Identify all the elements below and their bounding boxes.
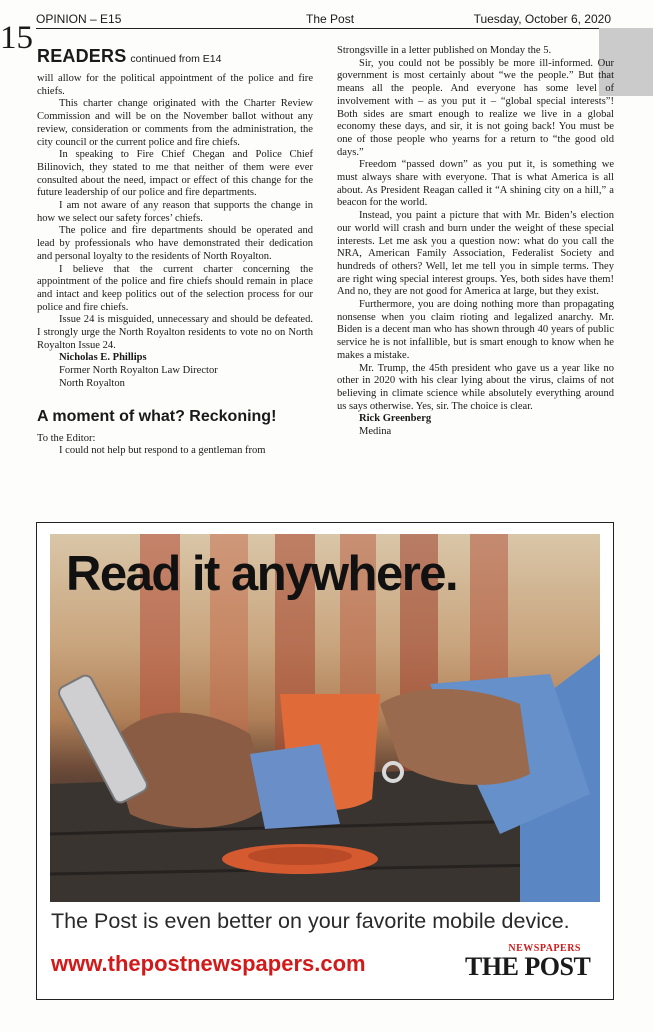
letter2-paragraph: Sir, you could not be possibly be more ill-informed. Our government is most certainly about “we the people.” But that means all the people. And everyone has some level of involvement with – as you put it – “global special interests”! Both sides are smart enough to realize we live in a global economy these days, and sir, it is not going back! You must be one of those people who yearns for a return to “the good old days.” [337,57,614,158]
letter2-signature-name: Rick Greenberg [359,413,432,425]
letter1-paragraph: This charter change originated with the Charter Review Commission and will be on the November ballot without any review, consideration or comments from the administration, the city council or the current police and fire chiefs. [37,98,313,148]
letter1-signature-title: Former North Royalton Law Director [59,365,218,377]
letter2-headline: A moment of what? Reckoning! [37,407,277,425]
letter2-salutation: To the Editor: [37,432,96,444]
letter1-signature-place: North Royalton [59,377,125,389]
ad-headline: Read it anywhere. [66,547,458,601]
logo-newspapers: NEWSPAPERS [508,943,581,954]
letters-column-left [37,45,313,458]
letter1-paragraph: In speaking to Fire Chief Chegan and Police Chief Bilinovich, they stated to me that neither of them were ever consulted about the need, impact or effect of this change for the future leadership of our police and fire departments. [37,149,313,199]
issue-date: Tuesday, October 6, 2020 [473,12,611,26]
kicker [37,45,313,70]
letter1-paragraph: Issue 24 is misguided, unnecessary and should be defeated. I strongly urge the North Royalton residents to vote no on North Royalton Issue 24. [37,314,313,351]
letter2-paragraph: Instead, you paint a picture that with Mr. Biden’s election our world will crash and burn under the weight of these special interests. Let me ask you a question now: what do you call the NRA, American Family Association, Federalist Society and hundreds of others? Well, let me tell you in simple terms. They are right wing special interest groups. Yes, both sides have them! And no, they are not good for America at large, but they exist. [337,210,614,298]
letter2-signature-place: Medina [359,426,392,438]
page-header [36,12,611,28]
letter1-paragraph: will allow for the political appointment of the police and fire chiefs. [37,73,313,97]
letter2-opening: I could not help but respond to a gentleman from [59,445,266,457]
letter1-paragraph: I believe that the current charter concerning the appointment of the police and fire chiefs should remain in place and intact and keep politics out of the selection process for our police and fire chiefs. [37,263,313,313]
advertisement [36,522,614,1000]
letter1-paragraph: I am not aware of any reason that supports the change in how we select our safety forces’ chiefs. [37,200,313,224]
ad-url[interactable]: www.thepostnewspapers.com [51,951,366,976]
letter2-paragraph: Furthermore, you are doing nothing more than propagating nonsense when you claim rioting and legalized anarchy. Mr. Biden is a decent man who has shown through 40 years of public service he is not infallible, but is smart enough to know when he makes a mistake. [337,299,614,361]
logo-the-post: THE POST [465,952,591,981]
kicker-main: READERS [37,46,127,66]
kicker-continued: continued from E14 [130,53,222,65]
letter2-paragraph: Freedom “passed down” as you put it, is something we must always share with everyone. That is what America is all about. As President Reagan called it “A shining city on a hill,” a beacon for the world. [337,159,614,209]
ad-photo [50,534,600,902]
page-number: 15 [0,20,33,56]
letter2-paragraph: Strongsville in a letter published on Monday the 5. [337,45,552,56]
ad-tagline: The Post is even better on your favorite mobile device. [51,909,570,933]
letter2-paragraph: Mr. Trump, the 45th president who gave us a year like no other in 2020 with his clear lying about the virus, claims of not believing in climate science while absolutely everything around us says otherwise. Yes, sir. The choice is clear. [337,362,614,412]
letters-column-right [337,45,614,439]
paper-name: The Post [306,12,355,26]
letter1-paragraph: The police and fire departments should be operated and lead by professionals who have demonstrated their dedication and personal loyalty to the residents of North Royalton. [37,225,313,262]
section-label: OPINION – E15 [36,12,122,26]
header-rule [36,28,611,29]
letter1-signature-name: Nicholas E. Phillips [59,352,147,364]
the-post-logo [463,943,599,983]
